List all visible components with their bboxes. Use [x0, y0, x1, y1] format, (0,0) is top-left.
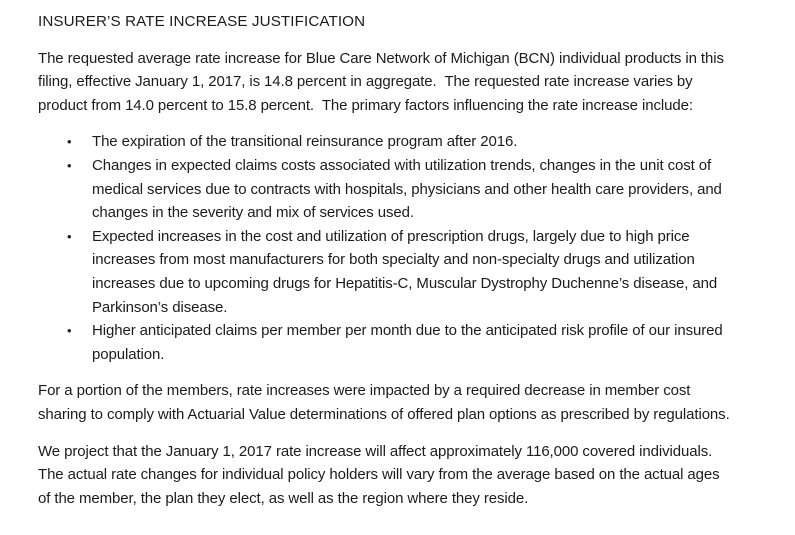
rate-factors-list [38, 130, 735, 366]
list-item-text: Expected increases in the cost and utilization of prescription drugs, largely due to high price increases from most manufacturers for both specialty and non-specialty drugs and utilization increases due to upcoming drugs for Hepatitis-C, Muscular Dystrophy Duchenne’s disease, and Parkinson’s disease. [92, 227, 722, 316]
list-item-text: The expiration of the transitional reinsurance program after 2016. [92, 133, 518, 151]
projection-paragraph: We project that the January 1, 2017 rate increase will affect approximately 116,000 covered individuals. The actual rate changes for individual policy holders will vary from the average based on the actual ages of the member, the plan they elect, as well as the region where they reside. [38, 442, 724, 507]
list-item-text: Changes in expected claims costs associated with utilization trends, changes in the unit cost of medical services due to contracts with hospitals, physicians and other health care providers, and changes in the severity and mix of services used. [92, 156, 726, 222]
bullet-icon: • [67, 134, 72, 150]
bullet-icon: • [67, 323, 72, 339]
bullet-icon: • [67, 157, 72, 173]
list-item [38, 130, 735, 154]
list-item-text: Higher anticipated claims per member per month due to the anticipated risk profile of our insured population. [92, 322, 727, 363]
cost-sharing-paragraph: For a portion of the members, rate increases were impacted by a required decrease in member cost sharing to comply with Actuarial Value determinations of offered plan options as prescribed by regulations. [38, 382, 730, 423]
bullet-icon: • [67, 228, 72, 244]
list-item [38, 225, 735, 319]
list-item [38, 154, 735, 225]
intro-paragraph: The requested average rate increase for Blue Care Network of Michigan (BCN) individual products in this filing, effective January 1, 2017, is 14.8 percent in aggregate. The requested rate increase varies by product from 14.0 percent to 15.8 percent. The primary factors influencing the rate increase include: [38, 49, 728, 114]
list-item [38, 319, 735, 366]
document-title: INSURER’S RATE INCREASE JUSTIFICATION [38, 13, 366, 30]
